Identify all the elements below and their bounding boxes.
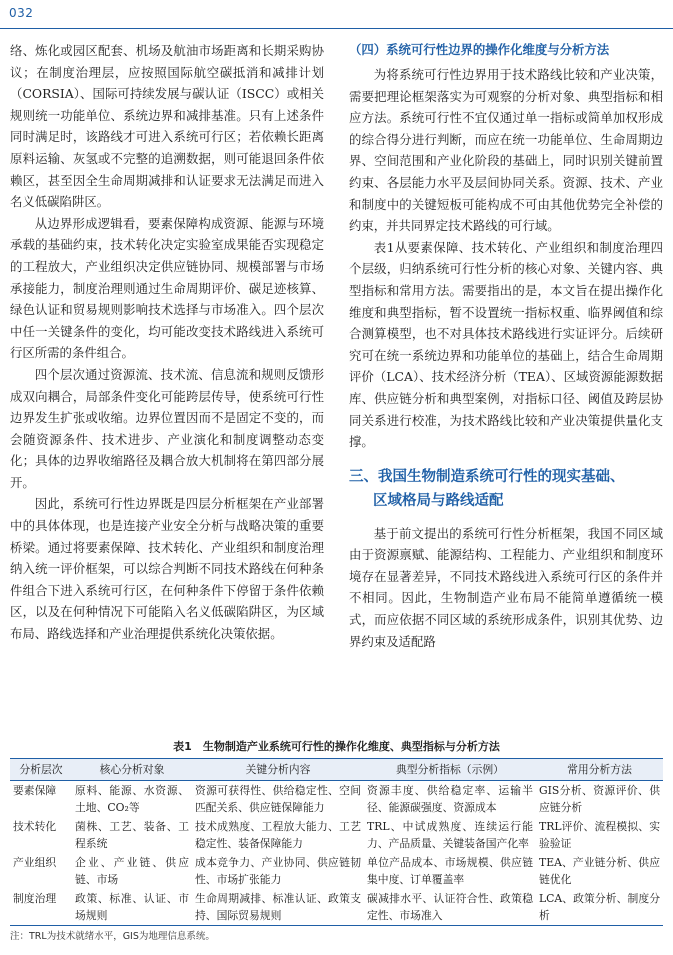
table-title: 表1 生物制造产业系统可行性的操作化维度、典型指标与分析方法 bbox=[173, 740, 500, 753]
table-cell: 要素保障 bbox=[13, 784, 57, 797]
table-note: 注：TRL为技术就绪水平，GIS为地理信息系统。 bbox=[10, 931, 215, 942]
table-1 bbox=[10, 738, 663, 944]
feasibility-table bbox=[10, 758, 663, 926]
page-number: 032 bbox=[9, 6, 34, 20]
paragraph: 四个层次通过资源流、技术流、信息流和规则反馈形成双向耦合，局部条件变化可能跨层传导，使系统可行性边界发生扩张或收缩。边界位置因而不是固定不变的，而会随资源条件、技术进步、产业演化和制度调整动态变化；具体的边界收缩路径及耦合放大机制将在第四部分展开。 bbox=[10, 366, 324, 490]
table-cell: 制度治理 bbox=[10, 889, 72, 926]
paragraph: 基于前文提出的系统可行性分析框架，我国不同区域由于资源禀赋、能源结构、工程能力、产业组织和制度环境存在显著差异，不同技术路线进入系统可行区的条件并不相同。因此，生物制造产业布局不能简单遵循统一模式，而应依据不同区域的系统形成条件，识别其优势、边界约束及适配路 bbox=[349, 525, 663, 649]
column-header: 核心分析对象 bbox=[72, 759, 192, 781]
table-header-row bbox=[10, 759, 663, 781]
paragraph: 从边界形成逻辑看，要素保障构成资源、能源与环境承载的基础约束，技术转化决定实验室成果能否实现稳定的工程放大，产业组织决定供应链协同、规模部署与市场承接能力，制度治理则通过生命周期评价、碳足迹核算、绿色认证和贸易规则影响技术选择与市场准入。四个层次中任一关键条件的变化，均可能改变技术路线进入系统可行区所需的条件组合。 bbox=[10, 215, 324, 361]
column-header: 关键分析内容 bbox=[192, 759, 364, 781]
table-cell: GIS分析、资源评价、供应链分析 bbox=[539, 784, 660, 814]
table-cell: 原料、能源、水资源、土地、CO₂等 bbox=[75, 784, 189, 814]
paragraph: 络、炼化或园区配套、机场及航油市场距离和长期采购协议；在制度治理层，应按照国际航空碳抵消和减排计划（CORSIA）、国际可持续发展与碳认证（ISCC）或相关规则统一功能单位、系统边界和减排基准。只有上述条件同时满足时，该路线才可进入系统可行区；若依赖长距离原料运输、灰氢或不完整的追溯数据，则可能退回条件依赖区，甚至因全生命周期减排和认证要求无法满足而进入名义低碳陷阱区。 bbox=[10, 43, 324, 210]
table-row bbox=[10, 853, 663, 889]
table-cell: TRL评价、流程模拟、实验验证 bbox=[539, 820, 660, 850]
paragraph: 表1从要素保障、技术转化、产业组织和制度治理四个层级，归纳系统可行性分析的核心对象、关键内容、典型指标和常用方法。需要指出的是，本文旨在提出操作化维度和典型指标，暂不设置统一指标权重、临界阈值和综合测算模型，也不对具体技术路线进行实证评分。后续研究可在统一系统边界和功能单位的基础上，结合生命周期评价（LCA）、技术经济分析（TEA）、区域资源能源数据库、供应链分析和典型案例，对指标口径、阈值及跨层协同关系进行校准，为技术路线比较和产业决策提供量化支撑。 bbox=[349, 239, 663, 450]
table-row bbox=[10, 817, 663, 853]
table-cell: 菌株、工艺、装备、工程系统 bbox=[75, 820, 189, 850]
table-row bbox=[10, 781, 663, 818]
subsection-heading: （四）系统可行性边界的操作化维度与分析方法 bbox=[349, 42, 610, 57]
right-column bbox=[349, 40, 663, 652]
paragraph: 因此，系统可行性边界既是四层分析框架在产业部署中的具体体现，也是连接产业安全分析与战略决策的重要桥梁。通过将要素保障、技术转化、产业组织和制度治理纳入统一评价框架，可以综合判断不同技术路线在何种条件组合下进入系统可行区，在何种条件下停留于条件依赖区，以及在何种情况下可能陷入名义低碳陷阱区，为区域布局、路线选择和产业治理提供系统化决策依据。 bbox=[10, 496, 324, 642]
column-header: 常用分析方法 bbox=[536, 759, 663, 781]
table-row bbox=[10, 889, 663, 926]
table-cell: 政策、标准、认证、市场规则 bbox=[72, 889, 192, 926]
table-cell: 生命周期减排、标准认证、政策支持、国际贸易规则 bbox=[192, 889, 364, 926]
table-cell: TRL、中试成熟度、连续运行能力、产品质量、关键装备国产化率 bbox=[367, 820, 533, 850]
column-header: 典型分析指标（示例） bbox=[364, 759, 536, 781]
section-heading-line2: 区域格局与路线适配 bbox=[373, 492, 504, 509]
table-cell: 企业、产业链、供应链、市场 bbox=[75, 856, 189, 886]
header-rule bbox=[0, 28, 673, 29]
table-cell: 资源可获得性、供给稳定性、空间匹配关系、供应链保障能力 bbox=[195, 784, 361, 814]
table-cell: 成本竞争力、产业协同、供应链韧性、市场扩张能力 bbox=[195, 856, 361, 886]
table-cell: 资源丰度、供给稳定率、运输半径、能源碳强度、资源成本 bbox=[367, 784, 533, 814]
table-cell: 单位产品成本、市场规模、供应链集中度、订单覆盖率 bbox=[367, 856, 533, 886]
column-header: 分析层次 bbox=[10, 759, 72, 781]
table-cell: 技术转化 bbox=[13, 820, 57, 833]
table-cell: 碳减排水平、认证符合性、政策稳定性、市场准入 bbox=[364, 889, 536, 926]
section-heading-line1: 三、我国生物制造系统可行性的现实基础、 bbox=[349, 468, 625, 485]
left-column bbox=[10, 40, 324, 645]
table-cell: TEA、产业链分析、供应链优化 bbox=[539, 856, 660, 886]
table-cell: 技术成熟度、工程放大能力、工艺稳定性、装备保障能力 bbox=[195, 820, 361, 850]
paragraph: 为将系统可行性边界用于技术路线比较和产业决策，需要把理论框架落实为可观察的分析对象、典型指标和相应方法。系统可行性不宜仅通过单一指标或简单加权形成的综合得分进行判断，而应在统一功能单位、生命周期边界、空间范围和产业化阶段的基础上，同时识别关键前置约束、各层能力水平及层间协同关系。资源、技术、产业和制度中的关键短板可能构成不可由其他优势完全补偿的约束，并共同界定技术路线的可行域。 bbox=[349, 67, 663, 234]
table-cell: 产业组织 bbox=[13, 856, 57, 869]
table-cell: LCA、政策分析、制度分析 bbox=[536, 889, 663, 926]
section-heading bbox=[349, 465, 663, 513]
